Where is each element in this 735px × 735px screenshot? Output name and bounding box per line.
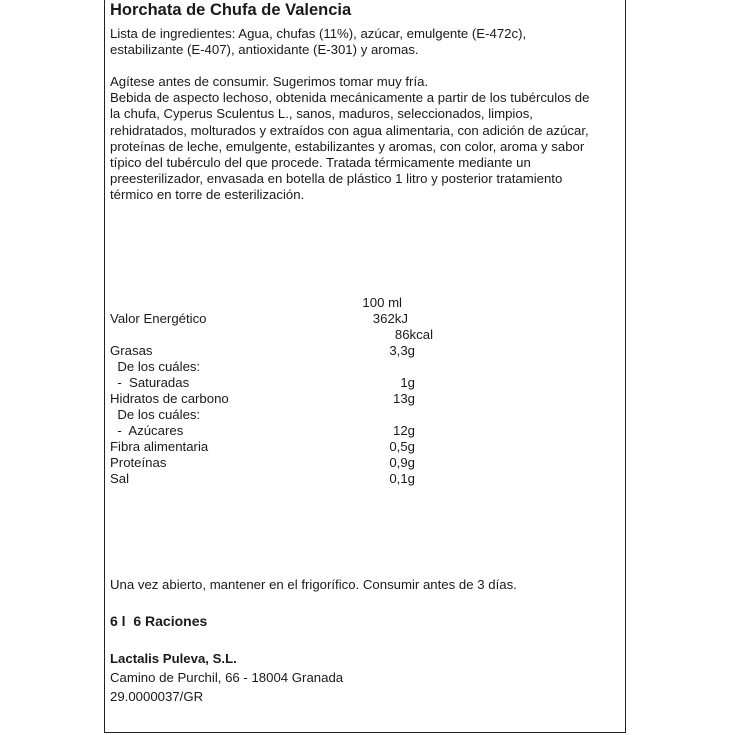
nutrition-label: Fibra alimentaria [110, 439, 209, 454]
description-line: la chufa, Cyperus Sculentus L., sanos, maduros, seleccionados, limpios, [110, 106, 533, 122]
nutrition-value: 13g [392, 391, 415, 406]
ingredients-block [110, 26, 526, 58]
ingredients-line: Lista de ingredientes: Agua, chufas (11%), azúcar, emulgente (E-472c), [110, 26, 527, 41]
servings: 6 l 6 Raciones [110, 613, 208, 629]
description-line: térmico en torre de esterilización. [110, 187, 305, 203]
nutrition-label: De los cuáles: [110, 407, 201, 422]
nutrition-label: - Saturadas [110, 375, 190, 390]
nutrition-label: Sal [110, 471, 130, 486]
nutrition-value: 86kcal [394, 327, 433, 342]
company-name: Lactalis Puleva, S.L. [110, 651, 237, 666]
nutrition-value: 0,5g [389, 439, 415, 454]
nutrition-label: Valor Energético [110, 311, 207, 326]
description-line: Bebida de aspecto lechoso, obtenida mecánicamente a partir de los tubérculos de [110, 90, 590, 106]
ingredients-line: estabilizante (E-407), antioxidante (E-301) y aromas. [110, 42, 419, 58]
nutrition-value: 0,1g [389, 471, 415, 486]
description-line: típico del tubérculo del que procede. Tratada térmicamente mediante un [110, 155, 531, 171]
nutrition-label: - Azúcares [110, 423, 184, 438]
nutrition-value: 0,9g [389, 455, 415, 470]
company-address: Camino de Purchil, 66 - 18004 Granada [110, 670, 344, 685]
storage-instructions: Una vez abierto, mantener en el frigorífico. Consumir antes de 3 días. [110, 577, 517, 592]
description-block [110, 74, 589, 204]
registry-number: 29.0000037/GR [110, 689, 204, 704]
nutrition-label: Hidratos de carbono [110, 391, 229, 406]
nutrition-label: De los cuáles: [110, 359, 201, 374]
description-line: proteínas de leche, emulgente, estabilizantes y aromas, con color, aroma y sabor [110, 138, 585, 154]
nutrition-value: 1g [400, 375, 415, 390]
nutrition-header: 100 ml [362, 295, 402, 310]
nutrition-label: Grasas [110, 343, 153, 358]
product-title: Horchata de Chufa de Valencia [110, 1, 352, 19]
description-line: preesterilizador, envasada en botella de plástico 1 litro y posterior tratamiento [110, 171, 563, 187]
nutrition-label: Proteínas [110, 455, 167, 470]
nutrition-value: 3,3g [389, 343, 415, 358]
description-line: rehidratados, molturados y extraídos con agua alimentaria, con adición de azúcar, [110, 122, 589, 138]
nutrition-value: 362kJ [372, 311, 408, 326]
nutrition-value: 12g [392, 423, 415, 438]
description-line: Agítese antes de consumir. Sugerimos tomar muy fría. [110, 74, 429, 89]
